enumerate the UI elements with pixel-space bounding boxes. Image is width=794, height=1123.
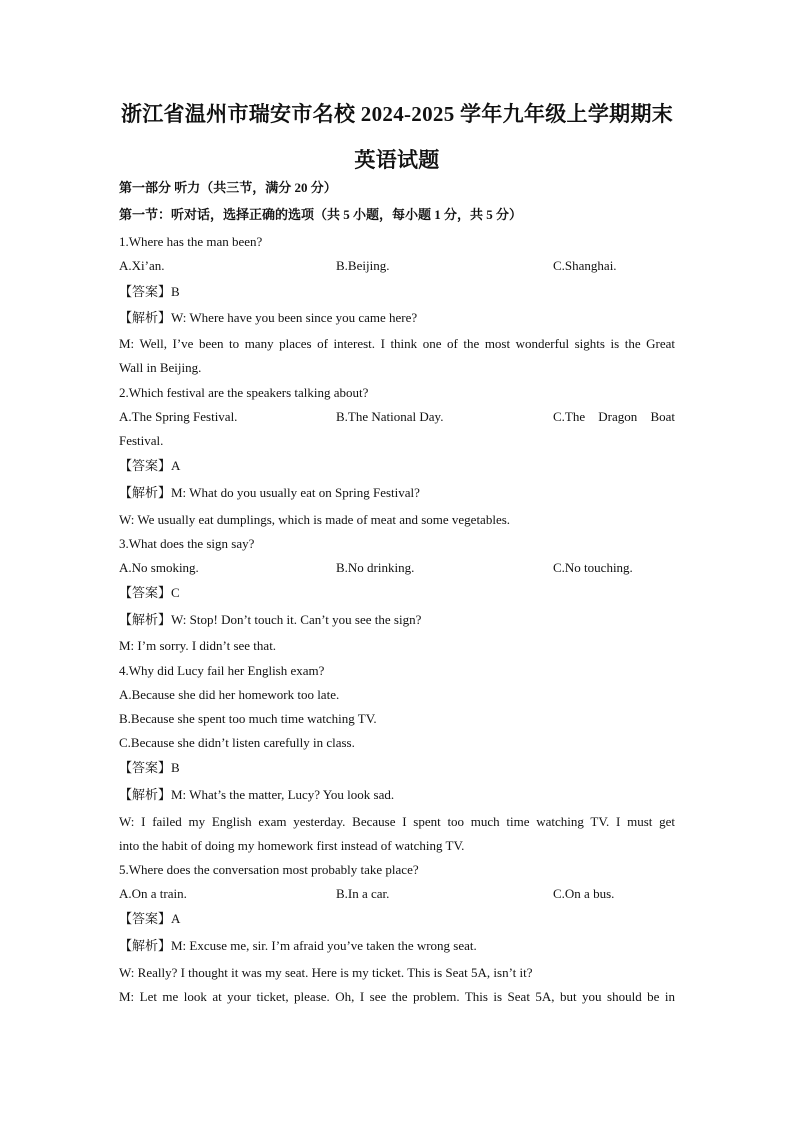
question-1-analysis-line: 【解析】W: Where have you been since you came here? [119,310,418,325]
question-1-analysis-line: M: Well, I’ve been to many places of interest. I think one of the most wonderful sights is the Great [119,336,675,351]
question-2-option-c: C.The Dragon Boat [553,409,675,424]
question-4-answer: 【答案】B [119,760,180,775]
question-4-text: 4.Why did Lucy fail her English exam? [119,663,325,678]
question-5-analysis-line: W: Really? I thought it was my seat. Here is my ticket. This is Seat 5A, isn’t it? [119,965,533,980]
section-heading: 第一节：听对话，选择正确的选项（共 5 小题，每小题 1 分，共 5 分） [119,207,523,222]
question-3-analysis-line: M: I’m sorry. I didn’t see that. [119,638,277,653]
question-1-answer: 【答案】B [119,284,180,299]
question-3-text: 3.What does the sign say? [119,536,255,551]
question-2-analysis-line: W: We usually eat dumplings, which is made of meat and some vegetables. [119,512,511,527]
question-1-analysis-line: Wall in Beijing. [119,360,202,375]
question-3-option-b: B.No drinking. [336,560,415,575]
question-2-analysis-line: 【解析】M: What do you usually eat on Spring Festival? [119,485,420,500]
question-5-option-a: A.On a train. [119,886,187,901]
question-5-analysis-line: M: Let me look at your ticket, please. Oh, I see the problem. This is Seat 5A, but you should be in [119,989,675,1004]
document-title: 浙江省温州市瑞安市名校 2024-2025 学年九年级上学期期末 [120,102,674,126]
question-2-option-a: A.The Spring Festival. [119,409,238,424]
question-1-option-b: B.Beijing. [336,258,390,273]
question-5-option-c: C.On a bus. [553,886,615,901]
question-2-text: 2.Which festival are the speakers talking about? [119,385,369,400]
question-4-option-b: B.Because she spent too much time watching TV. [119,711,377,726]
question-5-answer: 【答案】A [119,911,181,926]
question-1-option-a: A.Xi’an. [119,258,165,273]
question-3-option-c: C.No touching. [553,560,633,575]
question-4-analysis-line: 【解析】M: What’s the matter, Lucy? You look sad. [119,787,395,802]
question-4-analysis-line: into the habit of doing my homework first instead of watching TV. [119,838,465,853]
question-2-answer: 【答案】A [119,458,181,473]
question-5-analysis-line: 【解析】M: Excuse me, sir. I’m afraid you’ve taken the wrong seat. [119,938,477,953]
question-2-option-b: B.The National Day. [336,409,444,424]
question-1-text: 1.Where has the man been? [119,234,263,249]
question-2-option-c-continued: Festival. [119,433,164,448]
question-4-option-c: C.Because she didn’t listen carefully in class. [119,735,355,750]
question-5-option-b: B.In a car. [336,886,390,901]
question-5-text: 5.Where does the conversation most probably take place? [119,862,419,877]
question-4-option-a: A.Because she did her homework too late. [119,687,340,702]
part-heading: 第一部分 听力（共三节，满分 20 分） [119,180,337,195]
question-3-analysis-line: 【解析】W: Stop! Don’t touch it. Can’t you see the sign? [119,612,422,627]
question-1-option-c: C.Shanghai. [553,258,617,273]
document-subtitle: 英语试题 [354,148,440,172]
question-3-option-a: A.No smoking. [119,560,199,575]
question-3-answer: 【答案】C [119,585,180,600]
question-4-analysis-line: W: I failed my English exam yesterday. Because I spent too much time watching TV. I must get [119,814,675,829]
